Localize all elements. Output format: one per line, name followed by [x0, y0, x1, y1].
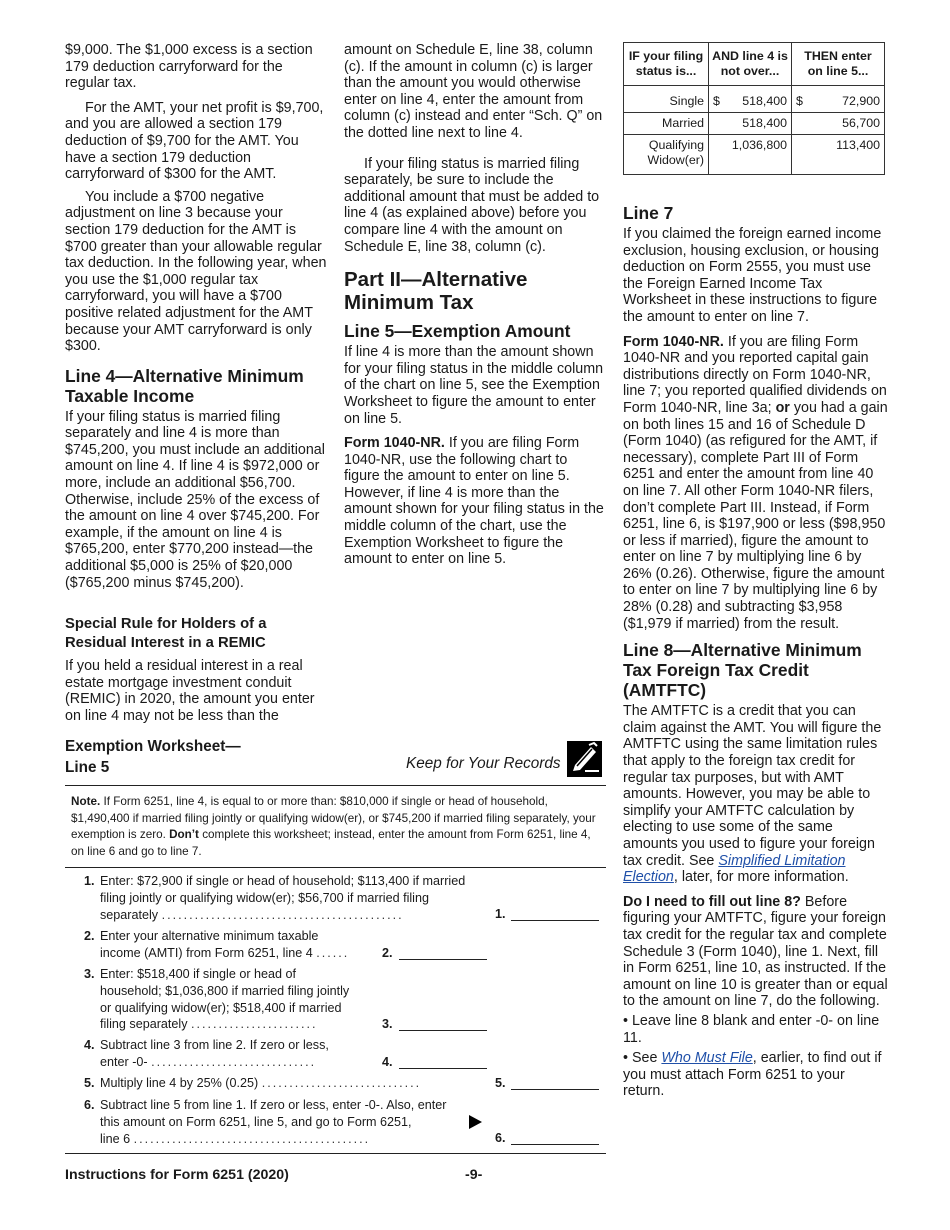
- bold-lead: Do I need to fill out line 8?: [623, 893, 801, 910]
- worksheet-line-4: [65, 1037, 606, 1070]
- bullet-text: , earlier, to find out if you must attach Form 6251 to your return.: [623, 1050, 882, 1100]
- table-row: [624, 135, 885, 175]
- paragraph-text: you had a gain on both lines 15 and 16 of Schedule D (Form 1040) (as refigured for the AMT, if necessary), complete Part III of Form 6251 and enter the amount from line 40 on line 7. All other Form 1040-NR filers, don’t complete Part III. Instead, if Form 6251, line 6, is $197,900 or less ($98,950 or less if married), figure the amount to enter on line 7 by multiplying line 6 by 26% (0.26). Otherwise, figure the amount to enter on line 7 by multiplying line 6 by 28% (0.28) and subtracting $3,958 ($1,979 if married) from the result.: [623, 399, 888, 632]
- line-text: Enter: $518,400 if single or head of: [100, 967, 297, 982]
- answer-line-1[interactable]: [511, 919, 599, 921]
- line-ref: 6.: [495, 1131, 506, 1146]
- heading-part-2: Part II—Alternative Minimum Tax: [344, 268, 528, 315]
- leader-dots: ...........................................: [133, 1131, 371, 1146]
- line-text-end: separately: [100, 907, 159, 922]
- simplified-limitation-election-link[interactable]: Simplified Limitation Election: [623, 852, 846, 886]
- paragraph-text: The AMTFTC is a credit that you can claim against the AMT. You will figure the AMTFTC using the same limitation rules that apply to the foreign tax credit for regular tax purposes, but with AMT amounts. However, you may be able to simplify your AMTFTC calculation by electing to use some of the same amounts you used to figure your foreign tax credit. See: [623, 703, 882, 869]
- column-2: [344, 42, 607, 576]
- exemption-worksheet: [65, 737, 606, 1154]
- worksheet-line-2: [65, 928, 606, 961]
- line-number: 4.: [84, 1038, 95, 1053]
- leader-dots: .......................: [191, 1017, 318, 1032]
- paragraph: [344, 435, 607, 568]
- answer-line-4[interactable]: [399, 1067, 487, 1069]
- table-cell: Qualifying Widow(er): [624, 135, 709, 175]
- paragraph: You include a $700 negative adjustment on line 3 because your section 179 deduction for the AMT is $700 greater than your allowable regular tax deduction. In the following year, when you use the $1,000 regular tax carryforward, you will have a $700 positive related adjustment for the AMT because your AMT carryforward is only $300.: [65, 188, 327, 355]
- paragraph: If your filing status is married filing separately, be sure to include the additional amount that must be added to line 4 (as explained above) before you compare line 4 with the amount on Schedule E, line 38, column (c).: [344, 155, 600, 255]
- line-number: 5.: [84, 1076, 95, 1091]
- note-text: complete this worksheet; instead, enter the amount from Form 6251, line 4, on line 6 and go to line 7.: [71, 828, 591, 858]
- answer-line-2[interactable]: [399, 958, 487, 960]
- worksheet-line-6: [65, 1097, 606, 1147]
- line-text: Enter your alternative minimum taxable: [100, 929, 319, 944]
- table-header: IF your filing status is...: [624, 43, 709, 86]
- line-ref: 5.: [495, 1076, 506, 1091]
- line-number: 6.: [84, 1098, 95, 1113]
- bullet-icon: •: [623, 1012, 632, 1029]
- bold-lead: Form 1040-NR.: [344, 435, 445, 452]
- bullet-item: [623, 1050, 888, 1100]
- table-cell: Married: [624, 113, 709, 135]
- bullet-icon: •: [623, 1050, 632, 1067]
- worksheet-line-1: [65, 873, 606, 923]
- line-text: [100, 1016, 606, 1033]
- cell-value: 518,400: [742, 94, 787, 108]
- bullet-item: [623, 1013, 888, 1046]
- line-text: Subtract line 5 from line 1. If zero or less, enter -0-. Also, enter: [100, 1098, 447, 1113]
- table-cell: 113,400: [792, 135, 885, 175]
- worksheet-title-line: Line 5: [65, 758, 110, 776]
- paragraph: [623, 334, 888, 633]
- paragraph: If your filing status is married filing separately and line 4 is more than $745,200, you must include an additional amount on line 4. If line 4 is $972,000 or more, include an additional $56,700. Otherwise, include 25% of the excess of the amount on line 4 over $745,200. For example, if the amount on line 4 is $765,200, enter $770,200 instead—the additional $5,000 is 25% of $20,000 ($765,200 minus $745,200).: [65, 408, 325, 591]
- table-cell: 56,700: [792, 113, 885, 135]
- line-ref: 2.: [382, 946, 393, 961]
- line-text: filing jointly or qualifying widow(er); $56,700 if married filing: [100, 890, 429, 905]
- answer-line-3[interactable]: [399, 1029, 487, 1031]
- line-number: 1.: [84, 874, 95, 889]
- answer-line-5[interactable]: [511, 1088, 599, 1090]
- note-text: If Form 6251, line 4, is equal to or more than: $810,000 if single or head of household, $1,490,400 if married filing jointly or qualifying widow(er), or $745,200 if married filing separately, your exemption is zero.: [71, 795, 596, 842]
- keep-for-records: Keep for Your Records: [406, 755, 561, 772]
- leader-dots: ......: [316, 945, 350, 960]
- line-text: household; $1,036,800 if married filing jointly: [100, 983, 350, 998]
- heading-line-8: Line 8—Alternative Minimum Tax Foreign Tax Credit (AMTFTC): [623, 640, 862, 701]
- paragraph: For the AMT, your net profit is $9,700, and you are allowed a section 179 deduction of $9,700 for the AMT. You have a section 179 deduction carryforward of $300 for the AMT.: [65, 99, 324, 183]
- line-text: [100, 945, 606, 962]
- paragraph: If you held a residual interest in a real estate mortgage investment conduit (REMIC) in 2020, the amount you enter on line 4 may not be less than the: [65, 658, 315, 724]
- line-text-end: filing separately: [100, 1017, 188, 1032]
- line-ref: 3.: [382, 1017, 393, 1032]
- line-ref: 1.: [495, 907, 506, 922]
- dollar-sign: $: [713, 94, 720, 108]
- line-number: 2.: [84, 929, 95, 944]
- paragraph-text: If you are filing Form 1040-NR, use the following chart to figure the amount to enter on line 5. However, if line 4 is more than the amount shown for your filing status in the middle column of the chart, use the Exemption Worksheet to figure the amount to enter on line 5.: [344, 435, 604, 568]
- line-text-end: income (AMTI) from Form 6251, line 4: [100, 945, 313, 960]
- answer-line-6[interactable]: [511, 1143, 599, 1145]
- footer-form-title: Instructions for Form 6251 (2020): [65, 1167, 289, 1183]
- line-text-end: line 6: [100, 1131, 131, 1146]
- table-cell: 518,400: [709, 113, 792, 135]
- bold-lead: Form 1040-NR.: [623, 333, 724, 350]
- paragraph: $9,000. The $1,000 excess is a section 179 deduction carryforward for the regular tax.: [65, 42, 313, 92]
- table-cell: [792, 86, 885, 113]
- worksheet-header: [65, 737, 606, 786]
- table-cell: 1,036,800: [709, 135, 792, 175]
- column-1: [65, 42, 327, 733]
- leader-dots: .............................: [261, 1076, 422, 1091]
- line-text: Enter: $72,900 if single or head of household; $113,400 if married: [100, 874, 466, 889]
- line-text: Subtract line 3 from line 2. If zero or less,: [100, 1038, 329, 1053]
- line-text: this amount on Form 6251, line 5, and go to Form 6251,: [100, 1114, 412, 1129]
- line-text-end: enter -0-: [100, 1054, 148, 1069]
- bullet-text: See: [631, 1050, 662, 1067]
- table-row: [624, 113, 885, 135]
- line-number: 3.: [84, 967, 95, 982]
- cell-value: 72,900: [842, 94, 880, 108]
- pen-icon: [567, 741, 602, 777]
- paragraph: If line 4 is more than the amount shown for your filing status in the middle column of the chart on line 5, see the Exemption Worksheet to figure the amount to enter on line 5.: [344, 344, 604, 427]
- worksheet-note: [65, 786, 606, 868]
- worksheet-title: [65, 737, 241, 778]
- paragraph-text: If you are filing Form 1040-NR and you reported capital gain distributions directly on Form 1040-NR, line 7; you reported qualified dividends on Form 1040-NR, line 3a;: [623, 333, 887, 416]
- column-3: [623, 42, 888, 1104]
- worksheet-title-line: Exemption Worksheet—: [65, 738, 241, 755]
- leader-dots: ..............................: [151, 1054, 317, 1069]
- leader-dots: ............................................: [161, 907, 404, 922]
- dollar-sign: $: [796, 94, 803, 108]
- paragraph: [623, 703, 888, 886]
- heading-remic: Special Rule for Holders of a Residual Interest in a REMIC: [65, 616, 267, 652]
- bold-word: or: [775, 399, 790, 416]
- heading-line-5: Line 5—Exemption Amount: [344, 321, 571, 342]
- worksheet-line-3: [65, 966, 606, 1032]
- table-header: AND line 4 is not over...: [709, 43, 792, 86]
- who-must-file-link[interactable]: Who Must File: [661, 1050, 753, 1067]
- paragraph-text: , later, for more information.: [673, 869, 849, 886]
- paragraph: If you claimed the foreign earned income exclusion, housing exclusion, or housing deduction on Form 2555, you must use the Foreign Earned Income Tax Worksheet in these instructions to figure the amount to enter on line 7.: [623, 226, 882, 325]
- table-row: [624, 86, 885, 113]
- arrow-right-icon: [469, 1115, 482, 1129]
- heading-line-4: Line 4—Alternative Minimum Taxable Income: [65, 365, 304, 406]
- paragraph-text: Before figuring your AMTFTC, figure your foreign tax credit for the regular tax and complete Schedule 3 (Form 1040), line 1. Next, fill in Form 6251, line 10, as instructed. If the amount on line 10 is greater than or equal to the amount on line 7, do the following.: [623, 893, 888, 1010]
- bold-word: Don’t: [169, 828, 199, 842]
- table-cell: Single: [624, 86, 709, 113]
- paragraph: amount on Schedule E, line 38, column (c). If the amount in column (c) is larger than the amount you would otherwise enter on line 4, enter the amount from column (c) instead and enter “Sch. Q” on the dotted line next to line 4.: [344, 42, 603, 141]
- heading-line-7: Line 7: [623, 203, 674, 223]
- bold-lead: Note.: [71, 795, 101, 808]
- line-ref: 4.: [382, 1055, 393, 1070]
- worksheet-line-5: [65, 1075, 606, 1092]
- line-text: [100, 1054, 606, 1071]
- worksheet-bottom-rule: [65, 1153, 606, 1154]
- line-text: or qualifying widow(er); $518,400 if married: [100, 1000, 342, 1015]
- bullet-text: Leave line 8 blank and enter -0- on line 11.: [623, 1012, 880, 1046]
- table-header: THEN enter on line 5...: [792, 43, 885, 86]
- line-text-end: Multiply line 4 by 25% (0.25): [100, 1076, 259, 1091]
- filing-status-table: [623, 42, 885, 175]
- table-cell: [709, 86, 792, 113]
- page-number: -9-: [465, 1167, 483, 1183]
- paragraph: [623, 894, 888, 1010]
